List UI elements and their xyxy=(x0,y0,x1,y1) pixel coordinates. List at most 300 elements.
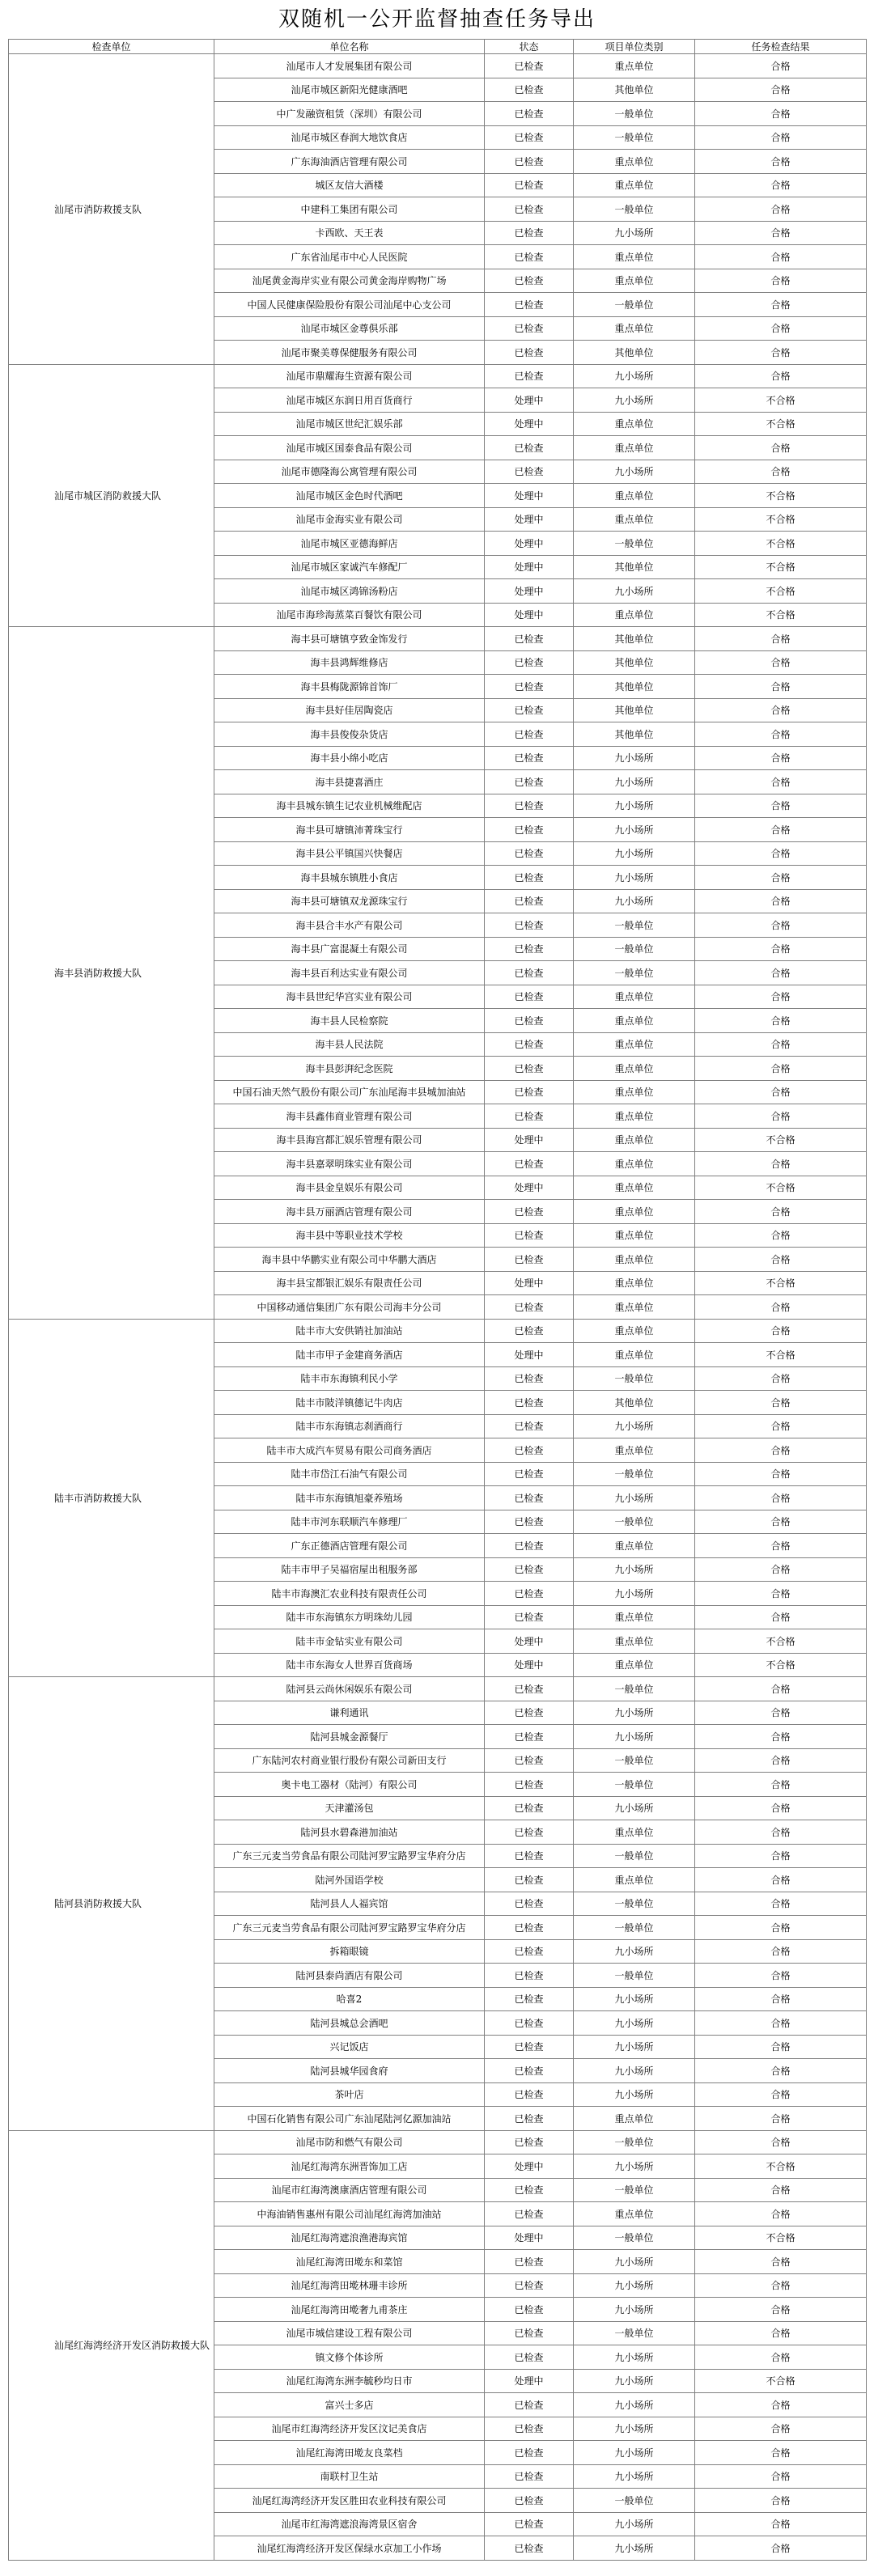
table-header-row xyxy=(9,40,867,54)
table-body xyxy=(9,54,867,2561)
category-cell: 一般单位 xyxy=(574,197,695,222)
status-cell: 已检查 xyxy=(485,364,574,388)
category-cell: 一般单位 xyxy=(574,913,695,938)
category-cell: 九小场所 xyxy=(574,2536,695,2561)
result-cell: 合格 xyxy=(695,627,867,651)
result-cell: 合格 xyxy=(695,2059,867,2083)
status-cell: 已检查 xyxy=(485,2345,574,2370)
result-cell: 合格 xyxy=(695,1510,867,1534)
result-cell: 不合格 xyxy=(695,1271,867,1295)
result-cell: 不合格 xyxy=(695,532,867,556)
result-cell: 合格 xyxy=(695,1462,867,1486)
result-cell: 合格 xyxy=(695,1366,867,1391)
unit-name-cell: 海丰县合丰水产有限公司 xyxy=(214,913,485,938)
status-cell: 已检查 xyxy=(485,1032,574,1057)
status-cell: 已检查 xyxy=(485,961,574,985)
category-cell: 九小场所 xyxy=(574,2059,695,2083)
status-cell: 已检查 xyxy=(485,937,574,961)
unit-name-cell: 海丰县俊俊杂货店 xyxy=(214,722,485,747)
category-cell: 一般单位 xyxy=(574,2489,695,2513)
category-cell: 九小场所 xyxy=(574,2298,695,2322)
category-cell: 重点单位 xyxy=(574,985,695,1009)
status-cell: 处理中 xyxy=(485,579,574,604)
category-cell: 重点单位 xyxy=(574,1104,695,1129)
result-cell: 合格 xyxy=(695,2393,867,2417)
status-cell: 已检查 xyxy=(485,2082,574,2107)
unit-name-cell: 广东海油酒店管理有限公司 xyxy=(214,150,485,174)
result-cell: 合格 xyxy=(695,675,867,699)
category-cell: 九小场所 xyxy=(574,1486,695,1510)
category-cell: 一般单位 xyxy=(574,1844,695,1868)
unit-name-cell: 陆河县人人福宾馆 xyxy=(214,1892,485,1916)
category-cell: 重点单位 xyxy=(574,1248,695,1272)
header-inspection-unit: 检查单位 xyxy=(9,40,214,54)
category-cell: 重点单位 xyxy=(574,1223,695,1248)
unit-name-cell: 海丰县世纪华宫实业有限公司 xyxy=(214,985,485,1009)
status-cell: 已检查 xyxy=(485,2130,574,2154)
unit-name-cell: 汕尾市城区鸿锦汤粉店 xyxy=(214,579,485,604)
category-cell: 其他单位 xyxy=(574,698,695,722)
unit-name-cell: 汕尾市城区春润大地饮食店 xyxy=(214,125,485,150)
category-cell: 一般单位 xyxy=(574,961,695,985)
status-cell: 已检查 xyxy=(485,1223,574,1248)
category-cell: 九小场所 xyxy=(574,2393,695,2417)
category-cell: 重点单位 xyxy=(574,173,695,197)
category-cell: 重点单位 xyxy=(574,1080,695,1104)
category-cell: 一般单位 xyxy=(574,2178,695,2202)
status-cell: 处理中 xyxy=(485,412,574,436)
status-cell: 已检查 xyxy=(485,2178,574,2202)
category-cell: 其他单位 xyxy=(574,78,695,102)
result-cell: 合格 xyxy=(695,269,867,293)
header-result: 任务检查结果 xyxy=(695,40,867,54)
unit-name-cell: 奥卡电工器材（陆河）有限公司 xyxy=(214,1773,485,1797)
status-cell: 处理中 xyxy=(485,1128,574,1152)
status-cell: 已检查 xyxy=(485,1080,574,1104)
status-cell: 已检查 xyxy=(485,794,574,818)
status-cell: 已检查 xyxy=(485,1820,574,1845)
result-cell: 合格 xyxy=(695,1534,867,1558)
unit-name-cell: 广东三元麦当劳食品有限公司陆河罗宝路罗宝华府分店 xyxy=(214,1844,485,1868)
unit-name-cell: 海丰县百利达实业有限公司 xyxy=(214,961,485,985)
status-cell: 已检查 xyxy=(485,2417,574,2441)
result-cell: 合格 xyxy=(695,1987,867,2011)
result-cell: 合格 xyxy=(695,1796,867,1820)
category-cell: 重点单位 xyxy=(574,1271,695,1295)
category-cell: 重点单位 xyxy=(574,1820,695,1845)
inspection-unit-cell: 汕尾市城区消防救援大队 xyxy=(9,364,214,627)
status-cell: 已检查 xyxy=(485,985,574,1009)
result-cell: 不合格 xyxy=(695,555,867,579)
status-cell: 已检查 xyxy=(485,221,574,245)
category-cell: 九小场所 xyxy=(574,221,695,245)
category-cell: 重点单位 xyxy=(574,2202,695,2226)
unit-name-cell: 海丰县可塘镇沛菁珠宝行 xyxy=(214,818,485,842)
unit-name-cell: 汕尾市城区金色时代酒吧 xyxy=(214,484,485,508)
status-cell: 已检查 xyxy=(485,2011,574,2036)
category-cell: 重点单位 xyxy=(574,269,695,293)
unit-name-cell: 汕尾市城区新阳光健康酒吧 xyxy=(214,78,485,102)
category-cell: 重点单位 xyxy=(574,1605,695,1629)
result-cell: 合格 xyxy=(695,1844,867,1868)
status-cell: 已检查 xyxy=(485,150,574,174)
result-cell: 合格 xyxy=(695,293,867,317)
status-cell: 已检查 xyxy=(485,102,574,126)
category-cell: 九小场所 xyxy=(574,770,695,794)
status-cell: 已检查 xyxy=(485,1057,574,1081)
status-cell: 已检查 xyxy=(485,1319,574,1343)
result-cell: 合格 xyxy=(695,1104,867,1129)
status-cell: 已检查 xyxy=(485,627,574,651)
category-cell: 九小场所 xyxy=(574,1414,695,1438)
result-cell: 合格 xyxy=(695,2298,867,2322)
result-cell: 合格 xyxy=(695,1248,867,1272)
status-cell: 已检查 xyxy=(485,650,574,675)
unit-name-cell: 汕尾红海湾东洲李毓秒均日市 xyxy=(214,2369,485,2393)
unit-name-cell: 中国人民健康保险股份有限公司汕尾中心支公司 xyxy=(214,293,485,317)
unit-name-cell: 汕尾市聚美尊保健服务有限公司 xyxy=(214,341,485,365)
category-cell: 九小场所 xyxy=(574,1987,695,2011)
result-cell: 合格 xyxy=(695,1582,867,1606)
category-cell: 一般单位 xyxy=(574,1462,695,1486)
category-cell: 重点单位 xyxy=(574,1200,695,1224)
category-cell: 重点单位 xyxy=(574,245,695,269)
result-cell: 合格 xyxy=(695,818,867,842)
unit-name-cell: 陆丰市大成汽车贸易有限公司商务酒店 xyxy=(214,1438,485,1463)
status-cell: 已检查 xyxy=(485,1104,574,1129)
result-cell: 合格 xyxy=(695,2202,867,2226)
category-cell: 重点单位 xyxy=(574,316,695,341)
status-cell: 已检查 xyxy=(485,2250,574,2274)
status-cell: 已检查 xyxy=(485,770,574,794)
category-cell: 一般单位 xyxy=(574,1964,695,1988)
inspection-unit-cell: 陆丰市消防救援大队 xyxy=(9,1319,214,1677)
result-cell: 合格 xyxy=(695,770,867,794)
result-cell: 合格 xyxy=(695,2464,867,2489)
unit-name-cell: 陆河县城华园食府 xyxy=(214,2059,485,2083)
category-cell: 其他单位 xyxy=(574,675,695,699)
result-cell: 合格 xyxy=(695,2417,867,2441)
result-cell: 合格 xyxy=(695,2178,867,2202)
status-cell: 已检查 xyxy=(485,1582,574,1606)
status-cell: 已检查 xyxy=(485,1725,574,1749)
result-cell: 合格 xyxy=(695,1295,867,1320)
category-cell: 一般单位 xyxy=(574,1510,695,1534)
category-cell: 九小场所 xyxy=(574,579,695,604)
category-cell: 九小场所 xyxy=(574,460,695,484)
unit-name-cell: 海丰县捷喜酒庄 xyxy=(214,770,485,794)
page-title: 双随机一公开监督抽查任务导出 xyxy=(278,7,596,32)
unit-name-cell: 海丰县中等职业技术学校 xyxy=(214,1223,485,1248)
category-cell: 重点单位 xyxy=(574,2107,695,2131)
unit-name-cell: 中广发融资租赁（深圳）有限公司 xyxy=(214,102,485,126)
header-category: 项目单位类别 xyxy=(574,40,695,54)
result-cell: 合格 xyxy=(695,937,867,961)
status-cell: 已检查 xyxy=(485,1987,574,2011)
status-cell: 已检查 xyxy=(485,293,574,317)
result-cell: 合格 xyxy=(695,102,867,126)
category-cell: 一般单位 xyxy=(574,102,695,126)
unit-name-cell: 城区友信大酒楼 xyxy=(214,173,485,197)
unit-name-cell: 中国移动通信集团广东有限公司海丰分公司 xyxy=(214,1295,485,1320)
category-cell: 重点单位 xyxy=(574,1176,695,1200)
unit-name-cell: 汕尾市红海湾遮浪海湾景区宿舍 xyxy=(214,2512,485,2536)
result-cell: 合格 xyxy=(695,2321,867,2345)
category-cell: 其他单位 xyxy=(574,341,695,365)
status-cell: 已检查 xyxy=(485,125,574,150)
unit-name-cell: 海丰县宝都银汇娱乐有限责任公司 xyxy=(214,1271,485,1295)
result-cell: 合格 xyxy=(695,1701,867,1725)
unit-name-cell: 海丰县鑫伟商业管理有限公司 xyxy=(214,1104,485,1129)
result-cell: 合格 xyxy=(695,173,867,197)
unit-name-cell: 海丰县梅陇源锦首饰厂 xyxy=(214,675,485,699)
result-cell: 不合格 xyxy=(695,507,867,532)
result-cell: 合格 xyxy=(695,1032,867,1057)
status-cell: 已检查 xyxy=(485,1009,574,1033)
result-cell: 合格 xyxy=(695,2441,867,2465)
status-cell: 处理中 xyxy=(485,2369,574,2393)
result-cell: 合格 xyxy=(695,841,867,866)
category-cell: 九小场所 xyxy=(574,2273,695,2298)
result-cell: 合格 xyxy=(695,1438,867,1463)
status-cell: 已检查 xyxy=(485,889,574,913)
status-cell: 已检查 xyxy=(485,2107,574,2131)
unit-name-cell: 汕尾市城区亚德海鲜店 xyxy=(214,532,485,556)
unit-name-cell: 汕尾红海湾东洲晋饰加工店 xyxy=(214,2154,485,2179)
status-cell: 已检查 xyxy=(485,2273,574,2298)
inspection-unit-cell: 汕尾市消防救援支队 xyxy=(9,54,214,365)
status-cell: 已检查 xyxy=(485,698,574,722)
category-cell: 九小场所 xyxy=(574,866,695,890)
unit-name-cell: 陆丰市河东联顺汽车修理厂 xyxy=(214,1510,485,1534)
result-cell: 合格 xyxy=(695,1057,867,1081)
status-cell: 已检查 xyxy=(485,746,574,770)
category-cell: 其他单位 xyxy=(574,627,695,651)
unit-name-cell: 陆丰市东海镇志刹酒商行 xyxy=(214,1414,485,1438)
unit-name-cell: 海丰县小绵小吃店 xyxy=(214,746,485,770)
unit-name-cell: 广东三元麦当劳食品有限公司陆河罗宝路罗宝华府分店 xyxy=(214,1916,485,1940)
status-cell: 已检查 xyxy=(485,197,574,222)
result-cell: 合格 xyxy=(695,341,867,365)
result-cell: 合格 xyxy=(695,2273,867,2298)
result-cell: 不合格 xyxy=(695,1629,867,1654)
category-cell: 重点单位 xyxy=(574,54,695,78)
category-cell: 九小场所 xyxy=(574,1725,695,1749)
unit-name-cell: 陆河县水碧森港加油站 xyxy=(214,1820,485,1845)
unit-name-cell: 汕尾市红海湾澳康酒店管理有限公司 xyxy=(214,2178,485,2202)
category-cell: 一般单位 xyxy=(574,1677,695,1701)
status-cell: 已检查 xyxy=(485,2298,574,2322)
unit-name-cell: 陆丰市岱江石油气有限公司 xyxy=(214,1462,485,1486)
status-cell: 处理中 xyxy=(485,2226,574,2250)
unit-name-cell: 汕尾黄金海岸实业有限公司黄金海岸购物广场 xyxy=(214,269,485,293)
unit-name-cell: 南联村卫生站 xyxy=(214,2464,485,2489)
category-cell: 九小场所 xyxy=(574,2464,695,2489)
status-cell: 已检查 xyxy=(485,1438,574,1463)
category-cell: 九小场所 xyxy=(574,2250,695,2274)
unit-name-cell: 海丰县彭湃纪念医院 xyxy=(214,1057,485,1081)
status-cell: 已检查 xyxy=(485,54,574,78)
status-cell: 已检查 xyxy=(485,1701,574,1725)
status-cell: 已检查 xyxy=(485,1414,574,1438)
unit-name-cell: 汕尾市防和燃气有限公司 xyxy=(214,2130,485,2154)
status-cell: 处理中 xyxy=(485,603,574,627)
unit-name-cell: 谦利通讯 xyxy=(214,1701,485,1725)
result-cell: 不合格 xyxy=(695,1176,867,1200)
unit-name-cell: 海丰县中华鹏实业有限公司中华鹏大酒店 xyxy=(214,1248,485,1272)
result-cell: 合格 xyxy=(695,460,867,484)
status-cell: 已检查 xyxy=(485,2202,574,2226)
result-cell: 合格 xyxy=(695,650,867,675)
category-cell: 一般单位 xyxy=(574,293,695,317)
result-cell: 合格 xyxy=(695,125,867,150)
status-cell: 已检查 xyxy=(485,1605,574,1629)
result-cell: 合格 xyxy=(695,1773,867,1797)
result-cell: 合格 xyxy=(695,2130,867,2154)
inspection-unit-cell: 汕尾红海湾经济开发区消防救援大队 xyxy=(9,2130,214,2560)
unit-name-cell: 陆丰市大安供销社加油站 xyxy=(214,1319,485,1343)
result-cell: 合格 xyxy=(695,2035,867,2059)
category-cell: 九小场所 xyxy=(574,1582,695,1606)
unit-name-cell: 兴记饭店 xyxy=(214,2035,485,2059)
unit-name-cell: 海丰县人民法院 xyxy=(214,1032,485,1057)
status-cell: 已检查 xyxy=(485,1366,574,1391)
category-cell: 一般单位 xyxy=(574,1748,695,1773)
status-cell: 已检查 xyxy=(485,1152,574,1176)
unit-name-cell: 陆丰市东海镇旭豪养殖场 xyxy=(214,1486,485,1510)
result-cell: 合格 xyxy=(695,2250,867,2274)
table-row xyxy=(9,2130,867,2154)
status-cell: 已检查 xyxy=(485,841,574,866)
result-cell: 合格 xyxy=(695,54,867,78)
unit-name-cell: 海丰县城东镇生记农业机械维配店 xyxy=(214,794,485,818)
status-cell: 处理中 xyxy=(485,1343,574,1367)
status-cell: 已检查 xyxy=(485,1557,574,1582)
category-cell: 九小场所 xyxy=(574,2369,695,2393)
unit-name-cell: 陆丰市甲子金建商务酒店 xyxy=(214,1343,485,1367)
unit-name-cell: 汕尾市城区东润日用百货商行 xyxy=(214,388,485,413)
unit-name-cell: 海丰县金皇娱乐有限公司 xyxy=(214,1176,485,1200)
status-cell: 已检查 xyxy=(485,1510,574,1534)
category-cell: 九小场所 xyxy=(574,746,695,770)
category-cell: 一般单位 xyxy=(574,1366,695,1391)
result-cell: 不合格 xyxy=(695,2154,867,2179)
result-cell: 合格 xyxy=(695,889,867,913)
result-cell: 合格 xyxy=(695,722,867,747)
status-cell: 处理中 xyxy=(485,1653,574,1677)
unit-name-cell: 广东陆河农村商业银行股份有限公司新田支行 xyxy=(214,1748,485,1773)
status-cell: 已检查 xyxy=(485,245,574,269)
header-unit-name: 单位名称 xyxy=(214,40,485,54)
result-cell: 合格 xyxy=(695,1486,867,1510)
unit-name-cell: 海丰县可塘镇亨致金饰发行 xyxy=(214,627,485,651)
category-cell: 九小场所 xyxy=(574,889,695,913)
result-cell: 不合格 xyxy=(695,2226,867,2250)
status-cell: 已检查 xyxy=(485,1486,574,1510)
result-cell: 合格 xyxy=(695,2345,867,2370)
unit-name-cell: 汕尾市城区国泰食品有限公司 xyxy=(214,436,485,460)
status-cell: 已检查 xyxy=(485,1964,574,1988)
category-cell: 九小场所 xyxy=(574,2345,695,2370)
category-cell: 九小场所 xyxy=(574,2417,695,2441)
unit-name-cell: 汕尾市海珍海蒸菜百餐饮有限公司 xyxy=(214,603,485,627)
category-cell: 一般单位 xyxy=(574,937,695,961)
status-cell: 处理中 xyxy=(485,1271,574,1295)
result-cell: 合格 xyxy=(695,150,867,174)
status-cell: 已检查 xyxy=(485,2035,574,2059)
result-cell: 合格 xyxy=(695,1391,867,1415)
unit-name-cell: 汕尾市人才发展集团有限公司 xyxy=(214,54,485,78)
result-cell: 合格 xyxy=(695,985,867,1009)
category-cell: 重点单位 xyxy=(574,1128,695,1152)
status-cell: 已检查 xyxy=(485,675,574,699)
unit-name-cell: 汕尾红海湾遮浪渔港海宾馆 xyxy=(214,2226,485,2250)
table-row xyxy=(9,1677,867,1701)
result-cell: 合格 xyxy=(695,78,867,102)
result-cell: 不合格 xyxy=(695,388,867,413)
result-cell: 合格 xyxy=(695,364,867,388)
result-cell: 合格 xyxy=(695,2107,867,2131)
result-cell: 合格 xyxy=(695,1223,867,1248)
unit-name-cell: 汕尾市德隆海公寓管理有限公司 xyxy=(214,460,485,484)
unit-name-cell: 陆丰市陂洋镇德记牛肉店 xyxy=(214,1391,485,1415)
result-cell: 合格 xyxy=(695,1820,867,1845)
result-cell: 合格 xyxy=(695,2489,867,2513)
status-cell: 已检查 xyxy=(485,1248,574,1272)
unit-name-cell: 海丰县城东镇胜小食店 xyxy=(214,866,485,890)
result-cell: 合格 xyxy=(695,913,867,938)
unit-name-cell: 汕尾市城区金尊俱乐部 xyxy=(214,316,485,341)
status-cell: 已检查 xyxy=(485,2441,574,2465)
status-cell: 已检查 xyxy=(485,436,574,460)
status-cell: 已检查 xyxy=(485,1916,574,1940)
category-cell: 重点单位 xyxy=(574,1534,695,1558)
unit-name-cell: 汕尾市城区家诚汽车修配厂 xyxy=(214,555,485,579)
unit-name-cell: 海丰县可塘镇双龙源珠宝行 xyxy=(214,889,485,913)
category-cell: 一般单位 xyxy=(574,1892,695,1916)
result-cell: 不合格 xyxy=(695,412,867,436)
category-cell: 重点单位 xyxy=(574,412,695,436)
result-cell: 合格 xyxy=(695,1964,867,1988)
unit-name-cell: 陆丰市东海镇东方明珠幼儿园 xyxy=(214,1605,485,1629)
table-row xyxy=(9,54,867,78)
table-row xyxy=(9,627,867,651)
unit-name-cell: 海丰县人民检察院 xyxy=(214,1009,485,1033)
result-cell: 合格 xyxy=(695,866,867,890)
category-cell: 九小场所 xyxy=(574,794,695,818)
status-cell: 处理中 xyxy=(485,532,574,556)
unit-name-cell: 卡西欧、天王表 xyxy=(214,221,485,245)
category-cell: 九小场所 xyxy=(574,2512,695,2536)
result-cell: 合格 xyxy=(695,245,867,269)
unit-name-cell: 汕尾市城区世纪汇娱乐部 xyxy=(214,412,485,436)
category-cell: 重点单位 xyxy=(574,1868,695,1892)
result-cell: 合格 xyxy=(695,1319,867,1343)
unit-name-cell: 海丰县广富混凝土有限公司 xyxy=(214,937,485,961)
status-cell: 已检查 xyxy=(485,1677,574,1701)
inspection-unit-cell: 陆河县消防救援大队 xyxy=(9,1677,214,2131)
result-cell: 不合格 xyxy=(695,603,867,627)
category-cell: 重点单位 xyxy=(574,1032,695,1057)
result-cell: 合格 xyxy=(695,436,867,460)
inspection-unit-cell: 海丰县消防救援大队 xyxy=(9,627,214,1320)
category-cell: 一般单位 xyxy=(574,2130,695,2154)
unit-name-cell: 汕尾红海湾经济开发区胜田农业科技有限公司 xyxy=(214,2489,485,2513)
unit-name-cell: 哈喜2 xyxy=(214,1987,485,2011)
unit-name-cell: 陆丰市甲子吴福宿屋出租服务部 xyxy=(214,1557,485,1582)
unit-name-cell: 富兴士多店 xyxy=(214,2393,485,2417)
category-cell: 九小场所 xyxy=(574,364,695,388)
